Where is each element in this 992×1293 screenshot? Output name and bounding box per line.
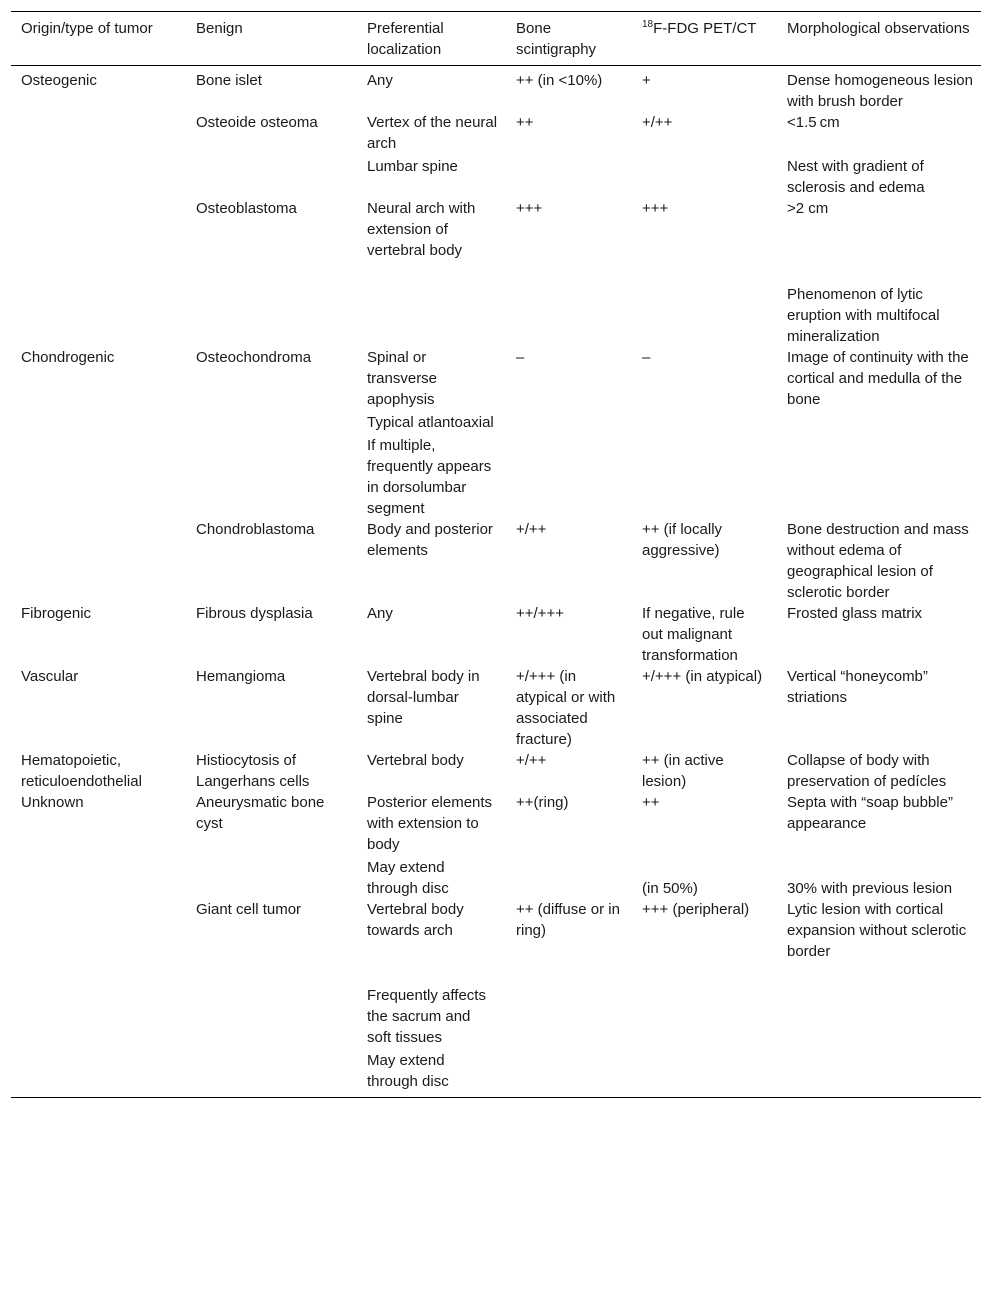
origin-cell: Vascular: [21, 668, 79, 685]
localization-line: Spinal or transverse apophysis: [367, 349, 438, 408]
localization-line: Frequently affects the sacrum and soft tissues: [367, 987, 486, 1046]
localization-cell: [357, 603, 506, 666]
benign-cell: Hemangioma: [196, 668, 286, 685]
benign-cell: Giant cell tumor: [196, 901, 302, 918]
morphology-line: Vertical “honeycomb” striations: [787, 668, 928, 706]
morphology-line: Lytic lesion with cortical expansion without sclerotic border: [787, 901, 967, 960]
benign-cell: Bone islet: [196, 72, 262, 89]
localization-line: May extend through disc: [367, 859, 449, 897]
origin-cell: Osteogenic: [21, 72, 97, 89]
benign-cell: Chondroblastoma: [196, 521, 315, 538]
scintigraphy-cell: +/+++ (in atypical or with associated fracture): [516, 668, 616, 748]
morphology-cell: [777, 66, 981, 113]
localization-line: Lumbar spine: [367, 158, 458, 175]
pet-cell: +/+++ (in atypical): [642, 668, 763, 685]
scintigraphy-cell: ++ (in <10%): [516, 72, 603, 89]
pet-cell: [632, 792, 777, 899]
pet-cell: –: [642, 349, 651, 366]
tumor-classification-table: [11, 11, 981, 1098]
localization-cell: [357, 666, 506, 750]
morphology-line: 30% with previous lesion: [787, 880, 953, 897]
localization-line: Vertebral body in dorsal-lumbar spine: [367, 668, 480, 727]
morphology-cell: [777, 112, 981, 198]
scintigraphy-cell: ++ (diffuse or in ring): [516, 901, 620, 939]
origin-cell: Chondrogenic: [21, 349, 115, 366]
pet-cell: ++ (in active lesion): [642, 752, 724, 790]
localization-cell: [357, 347, 506, 519]
benign-cell: Osteochondroma: [196, 349, 312, 366]
morphology-cell: [777, 603, 981, 666]
pet-line: (in 50%): [642, 880, 698, 897]
header-scintigraphy: Bone scintigraphy: [506, 12, 632, 66]
morphology-line: Phenomenon of lytic eruption with multifocal mineralization: [787, 286, 940, 345]
scintigraphy-cell: +/++: [516, 521, 547, 538]
morphology-line: Dense homogeneous lesion with brush border: [787, 72, 973, 110]
table-row: [11, 66, 981, 113]
pet-cell: +: [642, 72, 651, 89]
localization-line: Any: [367, 72, 393, 89]
scintigraphy-cell: ++: [516, 114, 534, 131]
morphology-line: Nest with gradient of sclerosis and edema: [787, 158, 925, 196]
morphology-cell: [777, 347, 981, 519]
localization-line: Posterior elements with extension to body: [367, 794, 493, 853]
localization-line: Body and posterior elements: [367, 521, 493, 559]
morphology-cell: [777, 899, 981, 1098]
localization-cell: [357, 112, 506, 198]
scintigraphy-cell: +/++: [516, 752, 547, 769]
benign-cell: Histiocytosis of Langerhans cells: [196, 752, 310, 790]
morphology-cell: [777, 666, 981, 750]
morphology-cell: [777, 792, 981, 899]
localization-line: Vertex of the neural arch: [367, 114, 498, 152]
scintigraphy-cell: ++/+++: [516, 605, 564, 622]
pet-cell: +++ (peripheral): [642, 901, 750, 918]
scintigraphy-cell: –: [516, 349, 525, 366]
scintigraphy-cell: ++(ring): [516, 794, 569, 811]
origin-cell: Hematopoietic, reticuloendothelial: [21, 752, 142, 790]
pet-cell: +/++: [642, 114, 673, 131]
localization-line: Neural arch with extension of vertebral body: [367, 200, 476, 259]
benign-cell: Fibrous dysplasia: [196, 605, 313, 622]
localization-line: Vertebral body towards arch: [367, 901, 464, 939]
origin-cell: Unknown: [21, 794, 84, 811]
header-origin: Origin/type of tumor: [11, 12, 186, 66]
localization-line: Any: [367, 605, 393, 622]
localization-cell: [357, 519, 506, 603]
localization-line: Vertebral body: [367, 752, 464, 769]
localization-line: Typical atlantoaxial: [367, 414, 494, 431]
benign-cell: Osteoide osteoma: [196, 114, 318, 131]
header-morphology: Morphological observations: [777, 12, 981, 66]
table-row: [11, 792, 981, 899]
pet-cell: If negative, rule out malignant transformation: [642, 605, 745, 664]
localization-cell: [357, 899, 506, 1098]
header-pet: [632, 12, 777, 66]
table-row: [11, 750, 981, 792]
morphology-line: <1.5 cm: [787, 114, 840, 131]
table-row: [11, 666, 981, 750]
localization-line: If multiple, frequently appears in dorsolumbar segment: [367, 437, 492, 517]
table-row: [11, 603, 981, 666]
morphology-cell: [777, 750, 981, 792]
table-row: [11, 347, 981, 519]
localization-cell: [357, 66, 506, 113]
pet-cell: +++: [642, 200, 669, 217]
morphology-line: Frosted glass matrix: [787, 605, 923, 622]
header-pet-superscript: 18: [642, 19, 654, 30]
morphology-cell: [777, 198, 981, 347]
header-pet-label: F-FDG PET/CT: [653, 20, 757, 37]
header-localization: Preferential localization: [357, 12, 506, 66]
header-benign: Benign: [186, 12, 357, 66]
scintigraphy-cell: +++: [516, 200, 543, 217]
benign-cell: Osteoblastoma: [196, 200, 297, 217]
morphology-line: >2 cm: [787, 200, 829, 217]
morphology-cell: [777, 519, 981, 603]
localization-line: May extend through disc: [367, 1052, 449, 1090]
morphology-line: Collapse of body with preservation of pedícles: [787, 752, 947, 790]
pet-cell: ++ (if locally aggressive): [642, 521, 723, 559]
morphology-line: Image of continuity with the cortical and medulla of the bone: [787, 349, 969, 408]
benign-cell: Aneurysmatic bone cyst: [196, 794, 325, 832]
morphology-line: Septa with “soap bubble” appearance: [787, 794, 953, 832]
origin-cell: Fibrogenic: [21, 605, 92, 622]
morphology-line: Bone destruction and mass without edema of geographical lesion of sclerotic border: [787, 521, 969, 601]
pet-line: ++: [642, 794, 660, 811]
localization-cell: [357, 792, 506, 899]
localization-cell: [357, 198, 506, 347]
table-header-row: [11, 12, 981, 66]
localization-cell: [357, 750, 506, 792]
